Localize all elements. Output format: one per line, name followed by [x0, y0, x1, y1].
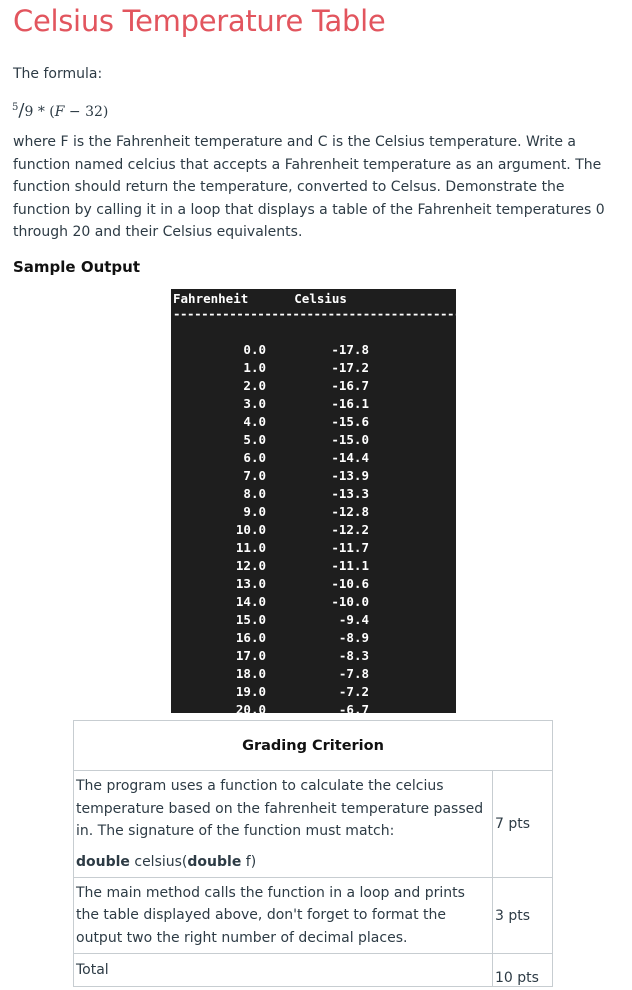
- celsius-value: -13.9: [331, 468, 369, 483]
- terminal-rows: [173, 341, 456, 719]
- fahrenheit-value: 10.0: [235, 522, 266, 537]
- terminal-row: [173, 521, 456, 539]
- terminal-row: [173, 431, 456, 449]
- terminal-header-fahrenheit: Fahrenheit: [173, 291, 249, 306]
- formula-denominator: 9: [24, 104, 34, 120]
- terminal-row: [173, 341, 456, 359]
- criterion-points: 7 pts: [493, 771, 553, 878]
- celsius-value: -13.3: [331, 486, 369, 501]
- fahrenheit-value: 4.0: [243, 414, 266, 429]
- terminal-row: [173, 413, 456, 431]
- formula-intro: The formula:: [13, 66, 103, 82]
- terminal-row: [173, 575, 456, 593]
- celsius-value: -15.0: [331, 432, 369, 447]
- fahrenheit-value: 5.0: [243, 432, 266, 447]
- fahrenheit-value: 11.0: [235, 540, 266, 555]
- terminal-row: [173, 359, 456, 377]
- formula-variable: F: [54, 104, 65, 120]
- sample-output-heading: Sample Output: [13, 258, 141, 276]
- rubric-total-label: Total: [74, 954, 493, 987]
- celsius-value: -15.6: [331, 414, 369, 429]
- celsius-value: -9.4: [338, 612, 369, 627]
- terminal-row: [173, 449, 456, 467]
- celsius-value: -7.8: [338, 666, 369, 681]
- page-title: Celsius Temperature Table: [13, 4, 386, 38]
- terminal-row: [173, 701, 456, 719]
- terminal-row: [173, 647, 456, 665]
- fahrenheit-value: 14.0: [235, 594, 266, 609]
- fahrenheit-value: 2.0: [243, 378, 266, 393]
- fahrenheit-value: 15.0: [235, 612, 266, 627]
- fahrenheit-value: 12.0: [235, 558, 266, 573]
- rubric-row: [74, 771, 553, 878]
- celsius-value: -6.7: [338, 702, 369, 717]
- assignment-description: where F is the Fahrenheit temperature and C is the Celsius temperature. Write a function named celcius that accepts a Fahrenheit temperature as an argument. The function should return the temperature, converted to Celsus. Demonstrate the function by calling it in a loop that displays a table of the Fahrenheit temperatures 0 through 20 and their Celsius equivalents.: [13, 134, 605, 240]
- celsius-value: -16.7: [331, 378, 369, 393]
- signature-param-type: double: [187, 853, 242, 870]
- fahrenheit-value: 6.0: [243, 450, 266, 465]
- terminal-row: [173, 467, 456, 485]
- terminal-row: [173, 629, 456, 647]
- signature-tail: f): [241, 853, 257, 870]
- fahrenheit-value: 9.0: [243, 504, 266, 519]
- terminal-row: [173, 665, 456, 683]
- celsius-value: -16.1: [331, 396, 369, 411]
- fahrenheit-value: 19.0: [235, 684, 266, 699]
- rubric-heading: Grading Criterion: [74, 721, 553, 771]
- terminal-screenshot: [171, 289, 511, 735]
- formula-operator: * (: [33, 104, 55, 120]
- terminal-separator: ------------------------------------------------: [173, 306, 511, 321]
- fahrenheit-value: 16.0: [235, 630, 266, 645]
- celsius-value: -10.0: [331, 594, 369, 609]
- celsius-value: -7.2: [338, 684, 369, 699]
- function-signature: [76, 851, 490, 874]
- formula-minus: − 32): [64, 104, 109, 120]
- signature-return-type: double: [76, 853, 130, 870]
- rubric-total-row: [74, 954, 553, 987]
- terminal-row: [173, 539, 456, 557]
- criterion-text: The main method calls the function in a loop and prints the table displayed above, don't forget to format the output two the right number of decimal places.: [76, 884, 465, 946]
- terminal-header: [173, 290, 456, 307]
- fahrenheit-value: 1.0: [243, 360, 266, 375]
- rubric-row: [74, 878, 553, 954]
- formula: [12, 97, 108, 123]
- fahrenheit-value: 18.0: [235, 666, 266, 681]
- terminal-row: [173, 395, 456, 413]
- fahrenheit-value: 13.0: [235, 576, 266, 591]
- celsius-value: -12.8: [331, 504, 369, 519]
- signature-name: celsius(: [129, 853, 188, 870]
- terminal-row: [173, 377, 456, 395]
- grading-rubric: [73, 720, 553, 987]
- fahrenheit-value: 7.0: [243, 468, 266, 483]
- celsius-value: -8.9: [338, 630, 369, 645]
- criterion-points: 3 pts: [493, 878, 553, 954]
- celsius-value: -8.3: [338, 648, 369, 663]
- terminal-row: [173, 485, 456, 503]
- terminal-row: [173, 683, 456, 701]
- terminal-row: [173, 593, 456, 611]
- celsius-value: -11.7: [331, 540, 369, 555]
- criterion-description: [74, 878, 493, 954]
- celsius-value: -17.8: [331, 342, 369, 357]
- celsius-value: -12.2: [331, 522, 369, 537]
- celsius-value: -11.1: [331, 558, 369, 573]
- rubric-total-points: 10 pts: [493, 954, 553, 987]
- terminal-header-celsius: Celsius: [294, 291, 347, 306]
- celsius-value: -14.4: [331, 450, 369, 465]
- celsius-value: -17.2: [331, 360, 369, 375]
- formula-numerator: 5: [12, 102, 19, 113]
- fahrenheit-value: 3.0: [243, 396, 266, 411]
- terminal-row: [173, 611, 456, 629]
- criterion-description: [74, 771, 493, 878]
- fahrenheit-value: 17.0: [235, 648, 266, 663]
- fahrenheit-value: 20.0: [235, 702, 266, 717]
- terminal-row: [173, 557, 456, 575]
- formula-slash: /: [18, 100, 25, 121]
- terminal-footer: Program ended with exit code: 0: [173, 720, 407, 735]
- terminal-row: [173, 503, 456, 521]
- criterion-text: The program uses a function to calculate the celcius temperature based on the fahrenheit temperature passed in. The signature of the function must match:: [76, 778, 484, 839]
- celsius-value: -10.6: [331, 576, 369, 591]
- fahrenheit-value: 8.0: [243, 486, 266, 501]
- fahrenheit-value: 0.0: [243, 342, 266, 357]
